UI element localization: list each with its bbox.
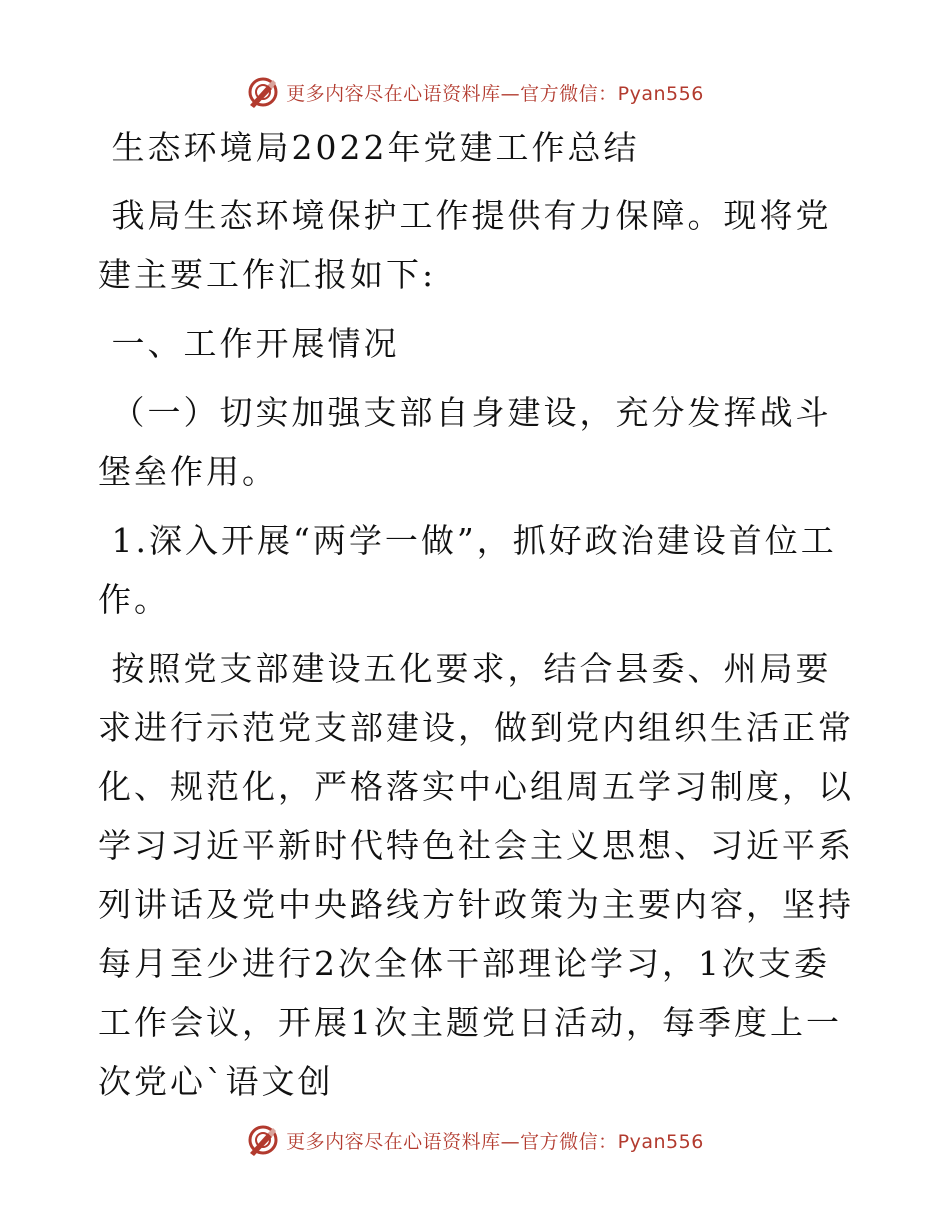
intro-paragraph: 我局生态环境保护工作提供有力保障。现将党建主要工作汇报如下: — [98, 196, 832, 294]
document-title: 生态环境局2022年党建工作总结 — [98, 128, 640, 167]
subsection-heading: （一）切实加强支部自身建设，充分发挥战斗堡垒作用。 — [98, 393, 832, 491]
document-body — [98, 118, 858, 1111]
footer-banner — [0, 1120, 950, 1160]
section-heading: 一、工作开展情况 — [98, 324, 400, 363]
header-banner — [0, 72, 950, 112]
banner-text: 更多内容尽在心语资料库—官方微信：Pyan556 — [286, 1130, 704, 1153]
pen-seal-logo-icon — [246, 1123, 280, 1157]
item-heading: 1.深入开展“两学一做”，抓好政治建设首位工作。 — [98, 521, 837, 619]
banner-text: 更多内容尽在心语资料库—官方微信：Pyan556 — [286, 82, 704, 105]
pen-seal-logo-icon — [246, 75, 280, 109]
body-paragraph: 按照党支部建设五化要求，结合县委、州局要求进行示范党支部建设，做到党内组织生活正常化、规范化，严格落实中心组周五学习制度，以学习习近平新时代特色社会主义思想、习近平系列讲话及党中央路线方针政策为主要内容，坚持每月至少进行2次全体干部理论学习，1次支委工作会议，开展1次主题党日活动，每季度上一次党心`语文创 — [98, 649, 854, 1101]
